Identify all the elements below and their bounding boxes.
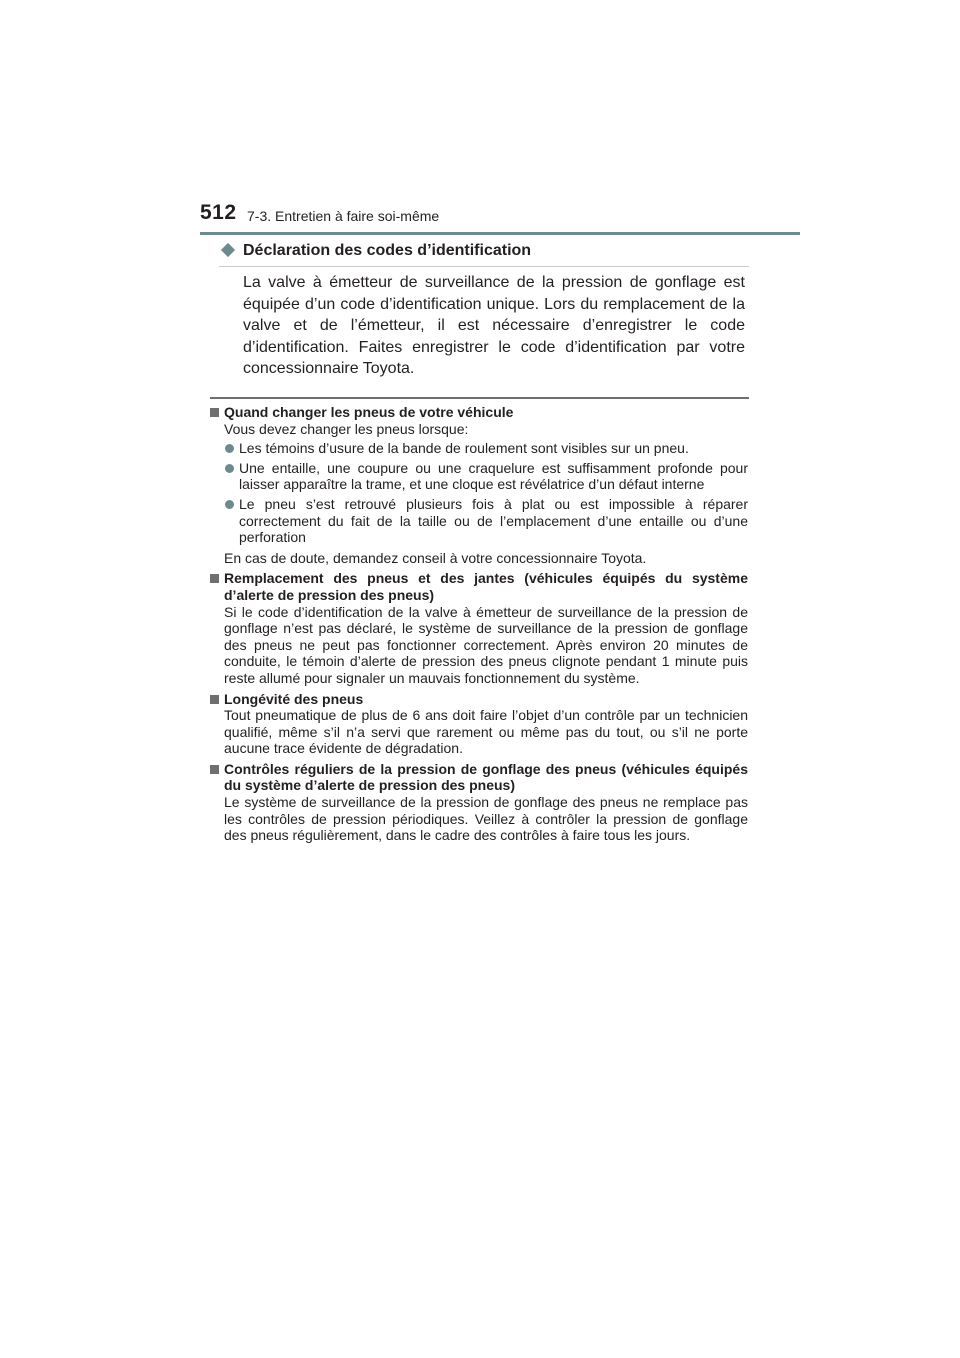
list-item bbox=[210, 496, 748, 546]
list-item bbox=[210, 460, 748, 493]
header-rule bbox=[200, 232, 800, 235]
box-title-rule bbox=[219, 266, 749, 267]
note-heading-text: Remplacement des pneus et des jantes (véhicules équipés du système d’alerte de pression des pneus) bbox=[224, 570, 748, 603]
box-bottom-rule bbox=[210, 397, 749, 399]
note-tire-replacement bbox=[210, 404, 748, 566]
note-heading bbox=[210, 570, 748, 603]
note-heading-text: Longévité des pneus bbox=[224, 690, 364, 707]
round-bullet-icon bbox=[225, 500, 234, 509]
note-pressure-checks bbox=[210, 761, 748, 844]
list-item-text: Les témoins d’usure de la bande de roulement sont visibles sur un pneu. bbox=[239, 440, 689, 457]
box-body: La valve à émetteur de surveillance de la pression de gonflage est équipée d’un code d’identification unique. Lors du remplacement de la valve et de l’émetteur, il est nécessaire d’enregistrer le code d’identification. Faites enregistrer le code d’identification par votre concessionnaire Toyota. bbox=[243, 274, 745, 377]
round-bullet-icon bbox=[225, 464, 234, 473]
list-item-text: Une entaille, une coupure ou une craquelure est suffisamment profonde pour laisser apparaître la trame, et une cloque est révélatrice d’un défaut interne bbox=[239, 459, 748, 493]
square-bullet-icon bbox=[210, 765, 219, 774]
note-intro: Vous devez changer les pneus lorsque: bbox=[224, 420, 469, 437]
box-title bbox=[219, 242, 531, 260]
note-body: Tout pneumatique de plus de 6 ans doit faire l’objet d’un contrôle par un technicien qualifié, même s’il n’a servi que rarement ou même pas du tout, ou s’il ne porte aucune trace évidente de dégradation. bbox=[224, 707, 748, 757]
note-heading-text: Quand changer les pneus de votre véhicule bbox=[224, 404, 514, 420]
section-title: 7-3. Entretien à faire soi-même bbox=[247, 208, 440, 224]
square-bullet-icon bbox=[210, 574, 219, 583]
diamond-icon bbox=[221, 243, 235, 257]
note-body: Le système de surveillance de la pression de gonflage des pneus ne remplace pas les contrôles de pression périodiques. Veillez à contrôler la pression de gonflage des pneus régulièrement, dans le cadre des contrôles à faire tous les jours. bbox=[224, 794, 748, 844]
note-outro: En cas de doute, demandez conseil à votre concessionnaire Toyota. bbox=[224, 549, 647, 566]
notes-section bbox=[210, 404, 748, 848]
box-title-text: Déclaration des codes d’identification bbox=[243, 242, 532, 259]
list-item bbox=[210, 440, 748, 457]
note-heading bbox=[210, 404, 748, 421]
round-bullet-icon bbox=[225, 444, 234, 453]
square-bullet-icon bbox=[210, 408, 219, 417]
list-item-text: Le pneu s’est retrouvé plusieurs fois à plat ou est impossible à réparer correctement du fait de la taille ou de l’emplacement d’une entaille ou d’une perforation bbox=[239, 495, 748, 546]
note-tire-longevity bbox=[210, 691, 748, 757]
note-body: Si le code d’identification de la valve à émetteur de surveillance de la pression de gonflage n’est pas déclaré, le système de surveillance de la pression de gonflage des pneus ne peut pas fonctionner correctement. Après environ 20 minutes de conduite, le témoin d’alerte de pression des pneus clignote pendant 1 minute puis reste allumé pour signaler un mauvais fonctionnement du système. bbox=[224, 603, 748, 686]
note-heading-text: Contrôles réguliers de la pression de gonflage des pneus (véhicules équipés du système d’alerte de pression des pneus) bbox=[224, 760, 748, 794]
square-bullet-icon bbox=[210, 695, 219, 704]
page-number: 512 bbox=[200, 201, 237, 224]
note-heading bbox=[210, 691, 748, 708]
note-heading bbox=[210, 761, 748, 794]
note-tire-wheel-replacement bbox=[210, 570, 748, 686]
